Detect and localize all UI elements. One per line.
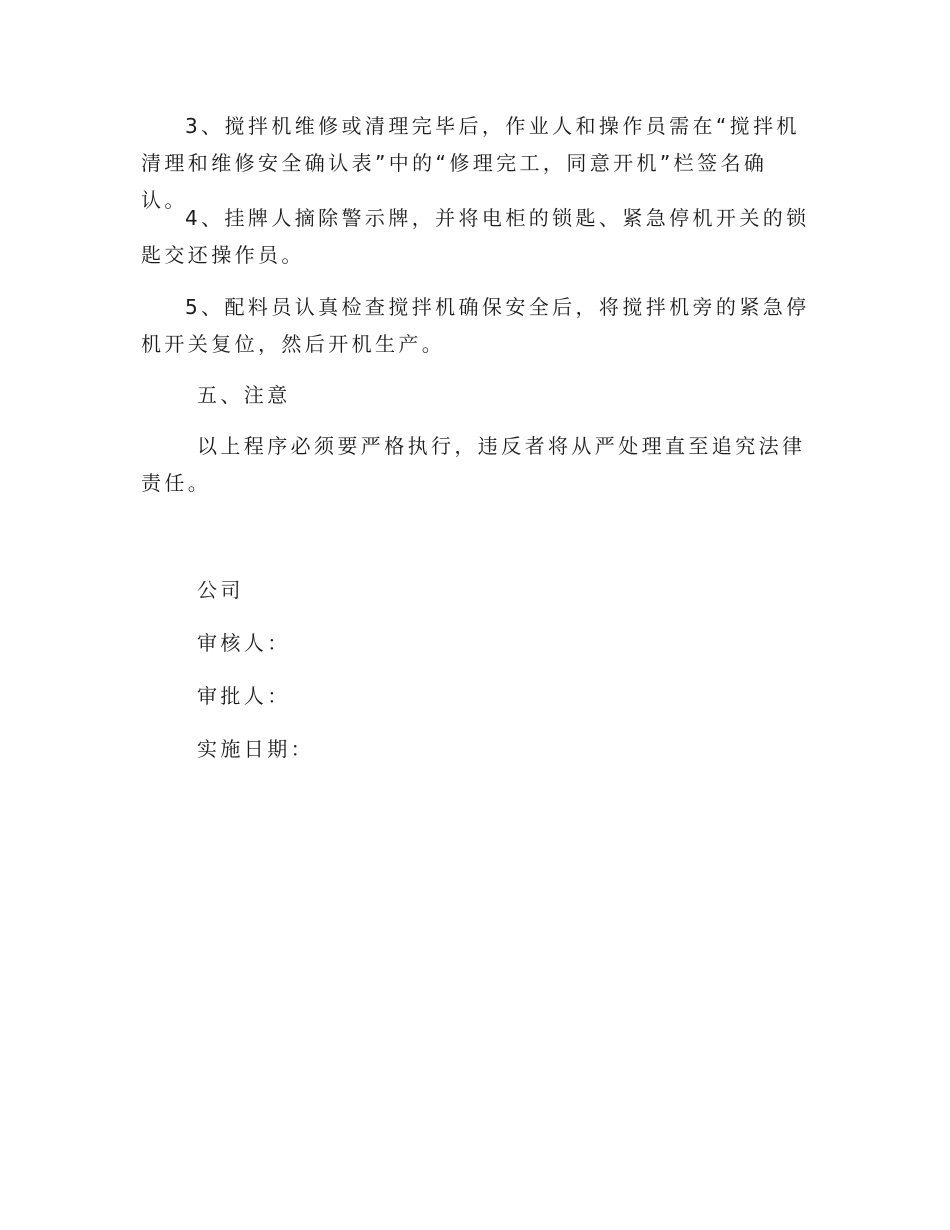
section-heading: 五、注意 [197, 383, 291, 407]
effective-date-label: 实施日期： [197, 737, 314, 761]
paragraph-step-5: 5、配料员认真检查搅拌机确保安全后，将搅拌机旁的紧急停机开关复位，然后开机生产。 [141, 295, 810, 356]
paragraph-step-3: 3、搅拌机维修或清理完毕后，作业人和操作员需在“搅拌机清理和维修安全确认表”中的“修理完工，同意开机”栏签名确认。 [141, 114, 800, 212]
reviewer-label: 审核人： [197, 631, 291, 655]
notice-paragraph: 以上程序必须要严格执行，违反者将从严处理直至追究法律责任。 [141, 434, 806, 495]
company-label: 公司 [197, 578, 244, 602]
paragraph-step-4: 4、挂牌人摘除警示牌，并将电柜的锁匙、紧急停机开关的锁匙交还操作员。 [141, 206, 810, 267]
approver-label: 审批人： [197, 684, 291, 708]
